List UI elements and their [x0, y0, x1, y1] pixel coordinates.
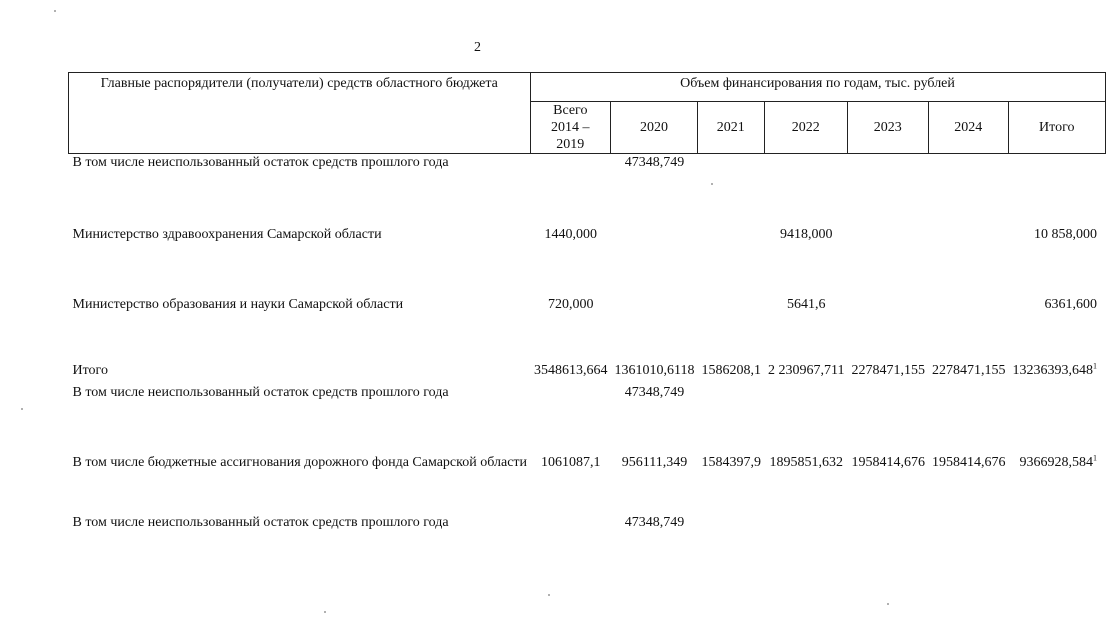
cell-value [698, 296, 765, 362]
cell-value: 2278471,155 [932, 362, 1006, 378]
cell-value [1009, 384, 1106, 454]
row-label: В том числе бюджетные ассигнования дорожного фонда Самарской области [72, 454, 528, 470]
cell-value [764, 514, 847, 586]
scan-speck [548, 594, 550, 596]
cell-value [764, 154, 847, 226]
cell-value [928, 226, 1009, 296]
footnote-mark: 1 [1093, 452, 1097, 462]
row-label: Министерство образования и науки Самарской области [72, 296, 404, 312]
cell-value: 1586208,1 [701, 362, 762, 378]
header-year-2022: 2022 [764, 102, 847, 154]
cell-value: 6361,600 [1044, 296, 1097, 312]
header-year-2024: 2024 [928, 102, 1009, 154]
cell-value: 47348,749 [624, 514, 685, 530]
cell-value [611, 296, 698, 362]
row-label: В том числе неиспользованный остаток средств прошлого года [72, 155, 449, 170]
cell-value: 1958414,676 [851, 454, 925, 470]
header-year-total-2014-2019: Всего 2014 – 2019 [530, 102, 611, 154]
table-row [69, 226, 1106, 296]
header-financing-group: Объем финансирования по годам, тыс. рублей [530, 73, 1105, 102]
cell-value [530, 384, 611, 454]
cell-value: 720,000 [548, 296, 594, 312]
cell-value [848, 514, 929, 586]
cell-value: 5641,6 [787, 296, 826, 312]
cell-value: 47348,749 [624, 384, 685, 400]
cell-value [1009, 154, 1106, 226]
cell-value [764, 384, 847, 454]
cell-value [928, 514, 1009, 586]
cell-value [848, 384, 929, 454]
cell-value [611, 226, 698, 296]
table-row [69, 154, 1106, 226]
cell-value [1009, 514, 1106, 586]
financing-table [68, 72, 1106, 586]
header-main-recipients: Главные распорядители (получатели) средств областного бюджета [69, 73, 531, 154]
header-year-2020: 2020 [611, 102, 698, 154]
cell-value [848, 154, 929, 226]
footnote-mark: 1 [1093, 360, 1097, 370]
cell-value: 1895851,632 [769, 454, 843, 470]
table-row-total [69, 362, 1106, 384]
cell-value: 47348,749 [624, 155, 685, 170]
row-label: Итого [72, 362, 108, 378]
row-label: В том числе неиспользованный остаток средств прошлого года [72, 514, 449, 530]
cell-value [530, 154, 611, 226]
cell-value: 1440,000 [544, 226, 598, 242]
page-number: 2 [474, 40, 481, 55]
cell-value: 1061087,1 [541, 454, 601, 470]
row-label: В том числе неиспользованный остаток средств прошлого года [72, 384, 449, 400]
cell-value: 3548613,664 [534, 362, 608, 378]
cell-value: 9418,000 [780, 226, 833, 242]
cell-value [698, 154, 765, 226]
cell-value [928, 154, 1009, 226]
cell-value [698, 514, 765, 586]
header-year-2021: 2021 [698, 102, 765, 154]
cell-value: 1584397,9 [701, 454, 762, 470]
cell-value [848, 226, 929, 296]
row-label: Министерство здравоохранения Самарской области [72, 226, 382, 242]
cell-value: 956111,349 [621, 454, 688, 470]
cell-value: 2 230967,711 [768, 362, 845, 378]
scan-speck [324, 611, 326, 613]
table-row [69, 296, 1106, 362]
cell-value [928, 384, 1009, 454]
cell-value [530, 514, 611, 586]
table-row [69, 384, 1106, 454]
cell-value: 2278471,155 [851, 362, 925, 378]
header-year-2023: 2023 [848, 102, 929, 154]
scan-speck [54, 10, 56, 12]
cell-value [848, 296, 929, 362]
cell-value: 1958414,676 [932, 454, 1006, 470]
scan-speck [887, 603, 889, 605]
scan-speck [21, 408, 23, 410]
cell-value [698, 384, 765, 454]
cell-value: 10 858,000 [1034, 226, 1097, 242]
cell-value: 9366928,584$^1$ [1019, 452, 1097, 470]
cell-value: 1361010,6118 [614, 362, 695, 378]
cell-value: 13236393,648$^1$ [1012, 360, 1097, 378]
header-total: Итого [1009, 102, 1106, 154]
table-row [69, 454, 1106, 514]
cell-value [698, 226, 765, 296]
scan-speck [711, 183, 713, 185]
table-row [69, 514, 1106, 586]
cell-value [928, 296, 1009, 362]
